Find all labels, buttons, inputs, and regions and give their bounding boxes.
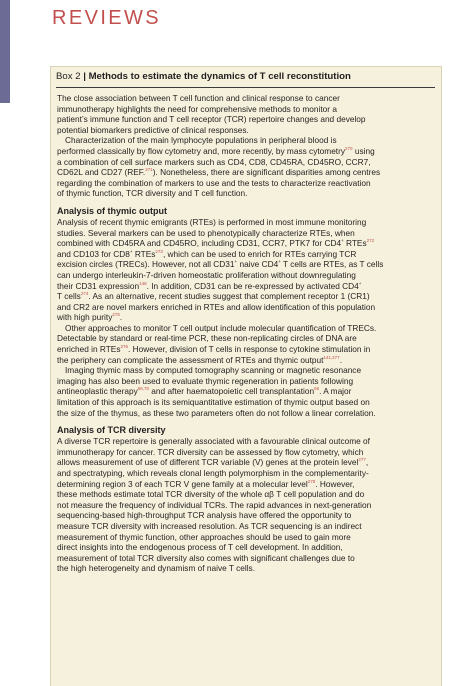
text-segment: ). Nonetheless, there are significant disparities among centres	[152, 167, 381, 178]
text-segment: sequencing-based high-throughput TCR analysis have offered the opportunity to	[57, 510, 352, 521]
reference-superscript: 277	[358, 457, 366, 463]
reference-superscript: 65	[314, 386, 320, 392]
text-line	[57, 228, 437, 239]
text-segment: T cells	[57, 291, 81, 302]
plus-superscript: +	[358, 280, 362, 286]
text-segment: enriched in RTEs	[57, 344, 121, 355]
text-line	[57, 146, 437, 157]
plus-superscript: +	[234, 259, 238, 265]
text-line	[57, 386, 437, 397]
text-line	[57, 188, 437, 199]
text-segment: . A major	[319, 386, 352, 397]
text-line	[57, 93, 437, 104]
text-line	[57, 447, 437, 458]
text-segment: measurement of total TCR diversity also comes with significant challenges due to	[57, 552, 355, 563]
text-segment: Detectable by standard or real-time PCR, these non-replicating circles of DNA are	[57, 333, 357, 344]
text-segment: patient’s immune function and T cell receptor (TCR) repertoire changes and develop	[57, 114, 366, 125]
text-line	[57, 323, 437, 334]
text-segment: and after haematopoietic cell transplantation	[148, 386, 315, 397]
text-segment: . However,	[315, 478, 355, 489]
text-line	[57, 542, 437, 553]
text-segment: potential biomarkers predictive of clinical responses.	[57, 124, 249, 135]
section-side-tab	[0, 0, 10, 103]
reference-superscript: 276	[120, 344, 129, 350]
text-segment: immunotherapy for cancer. TCR diversity can be assessed by flow cytometry, which	[57, 446, 364, 457]
text-segment: Analysis of recent thymic emigrants (RTEs) is performed in most immune monitoring	[57, 216, 367, 227]
reference-superscript: 271	[145, 167, 153, 173]
text-segment: Imaging thymic mass by computed tomography scanning or magnetic resonance	[65, 365, 362, 376]
thymic-output-text	[57, 217, 437, 418]
text-line	[57, 157, 437, 168]
text-line	[57, 457, 437, 468]
text-segment: direct insights into the endogenous process of T cell development. In addition,	[57, 542, 343, 553]
reference-superscript: 273	[155, 248, 163, 254]
text-segment: CD62L and CD27 (REF.	[57, 167, 146, 178]
box-separator: |	[80, 71, 89, 82]
text-line	[57, 114, 437, 125]
text-segment: the periphery can complicate the assessment of RTEs and thymic output	[57, 354, 324, 365]
text-line	[57, 104, 437, 115]
text-line	[57, 281, 437, 292]
text-segment: Characterization of the main lymphocyte populations in peripheral blood is	[65, 135, 337, 146]
text-segment: with high purity	[57, 312, 113, 323]
text-line	[57, 532, 437, 543]
plus-superscript: +	[129, 248, 133, 254]
reference-superscript: 272	[366, 238, 375, 244]
text-segment: RTEs	[132, 248, 156, 259]
plus-superscript: +	[278, 259, 281, 265]
reference-superscript: 66,70	[137, 386, 149, 392]
text-segment: . In addition, CD31 can be re-expressed by activated CD4	[146, 280, 359, 291]
text-segment: regarding the combination of markers to use and the tests to characterize reactivation	[57, 177, 371, 188]
text-segment: of thymic function, TCR diversity and T cell function.	[57, 188, 248, 199]
text-line	[57, 238, 437, 249]
text-segment: naive CD4	[237, 259, 279, 270]
text-segment: T cells are RTEs, as T cells	[280, 259, 384, 270]
box-content	[57, 93, 437, 574]
text-line	[57, 397, 437, 408]
text-segment: A diverse TCR repertoire is generally associated with a favourable clinical outcome of	[57, 436, 370, 447]
text-line	[57, 500, 437, 511]
reference-superscript: 275	[112, 312, 120, 318]
reference-superscript: 278	[307, 478, 316, 484]
text-line	[57, 489, 437, 500]
text-segment: .	[339, 354, 342, 365]
text-segment: measurement of thymic function, other approaches should be used to gain more	[57, 531, 351, 542]
text-segment: measure TCR diversity with increased resolution. As TCR sequencing is an indirect	[57, 520, 362, 531]
text-line	[57, 479, 437, 490]
section-heading-tcr-diversity: Analysis of TCR diversity	[57, 425, 166, 436]
text-segment: these methods estimate total TCR diversity of the whole αβ T cell population and do	[57, 489, 365, 500]
text-segment: their CD31 expression	[57, 280, 140, 291]
text-segment: determining region 3 of each TCR V gene family at a molecular level	[57, 478, 308, 489]
text-line	[57, 436, 437, 447]
box-label: Box 2	[56, 71, 81, 82]
reference-superscript: 146	[139, 280, 147, 286]
text-line	[57, 270, 437, 281]
text-segment: the high heterogeneity and dynamism of naive T cells.	[57, 563, 256, 574]
reference-superscript: 270	[345, 146, 353, 152]
text-line	[57, 125, 437, 136]
text-segment: and spectratyping, which reveals clonal length polymorphism in the complementarity-	[57, 468, 369, 478]
text-segment: The close association between T cell function and clinical response to cancer	[57, 93, 340, 103]
text-line	[57, 344, 437, 355]
text-segment: combined with CD45RA and CD45RO, including CD31, CCR7, PTK7 for CD4	[57, 238, 342, 249]
text-segment: limitation of this approach is its semiquantitative estimation of thymic output based on	[57, 397, 370, 408]
section-heading-thymic-output: Analysis of thymic output	[57, 205, 168, 216]
tcr-diversity-text	[57, 436, 437, 574]
text-segment: ,	[365, 457, 369, 468]
text-segment: imaging has also been used to evaluate thymic regeneration in patients following	[57, 375, 354, 386]
text-segment: immunotherapy highlights the need for comprehensive methods to monitor a	[57, 103, 337, 114]
intro-paragraph	[57, 93, 437, 199]
text-segment: and CR2 are novel markers enriched in RTEs and allow identification of this population	[57, 301, 376, 312]
text-line	[57, 217, 437, 228]
text-segment: . However, division of T cells in response to cytokine stimulation in	[128, 344, 371, 355]
text-line	[57, 563, 437, 574]
text-segment: studies. Several markers can be used to phenotypically characterize RTEs, when	[57, 227, 355, 238]
text-segment: , which can be used to enrich for RTEs carrying TCR	[162, 248, 357, 259]
plus-superscript: +	[341, 238, 344, 244]
text-line	[57, 553, 437, 564]
text-line	[57, 302, 437, 313]
reference-superscript: 274	[80, 291, 89, 297]
text-segment: RTEs	[343, 238, 367, 249]
text-segment: performed classically by flow cytometry and, more recently, by mass cytometry	[57, 145, 346, 156]
text-line	[57, 521, 437, 532]
text-segment: not measure the frequency of individual TCRs. The rapid advances in next-generation	[57, 499, 372, 510]
text-line	[57, 312, 437, 323]
box-panel	[50, 66, 442, 686]
text-line	[57, 355, 437, 366]
text-line	[57, 376, 437, 387]
box-title	[56, 71, 351, 83]
text-line	[57, 468, 437, 479]
text-line	[57, 249, 437, 260]
text-segment: and CD103 for CD8	[57, 248, 130, 259]
reference-superscript: 141,277	[323, 354, 340, 360]
text-segment: . As an alternative, recent studies suggest that complement receptor 1 (CR1)	[88, 291, 370, 302]
text-line	[57, 510, 437, 521]
text-segment: using	[352, 145, 375, 156]
text-line	[57, 178, 437, 189]
text-segment: Other approaches to monitor T cell output include molecular quantification of TRECs.	[65, 322, 377, 333]
text-line	[57, 291, 437, 302]
text-line	[57, 408, 437, 419]
title-divider	[56, 87, 435, 88]
text-segment: a combination of cell surface markers such as CD4, CD8, CD45RA, CD45RO, CCR7,	[57, 156, 371, 167]
text-segment: can undergo interleukin-7-driven homeostatic proliferation without downregulating	[57, 269, 356, 280]
page-header-title: REVIEWS	[52, 7, 162, 29]
text-line	[57, 259, 437, 270]
text-line	[57, 167, 437, 178]
text-segment: .	[119, 312, 123, 323]
text-line	[57, 135, 437, 146]
text-segment: the size of the thymus, as these two parameters often do not follow a linear correlation.	[57, 407, 376, 418]
text-segment: excision circles (TRECs). However, not all CD31	[57, 259, 235, 270]
text-segment: allows measurement of use of different TCR variable (V) genes at the protein level	[57, 457, 359, 468]
text-segment: antineoplastic therapy	[57, 386, 138, 397]
box-title-text: Methods to estimate the dynamics of T cell reconstitution	[88, 71, 351, 82]
text-line	[57, 333, 437, 344]
text-line	[57, 365, 437, 376]
